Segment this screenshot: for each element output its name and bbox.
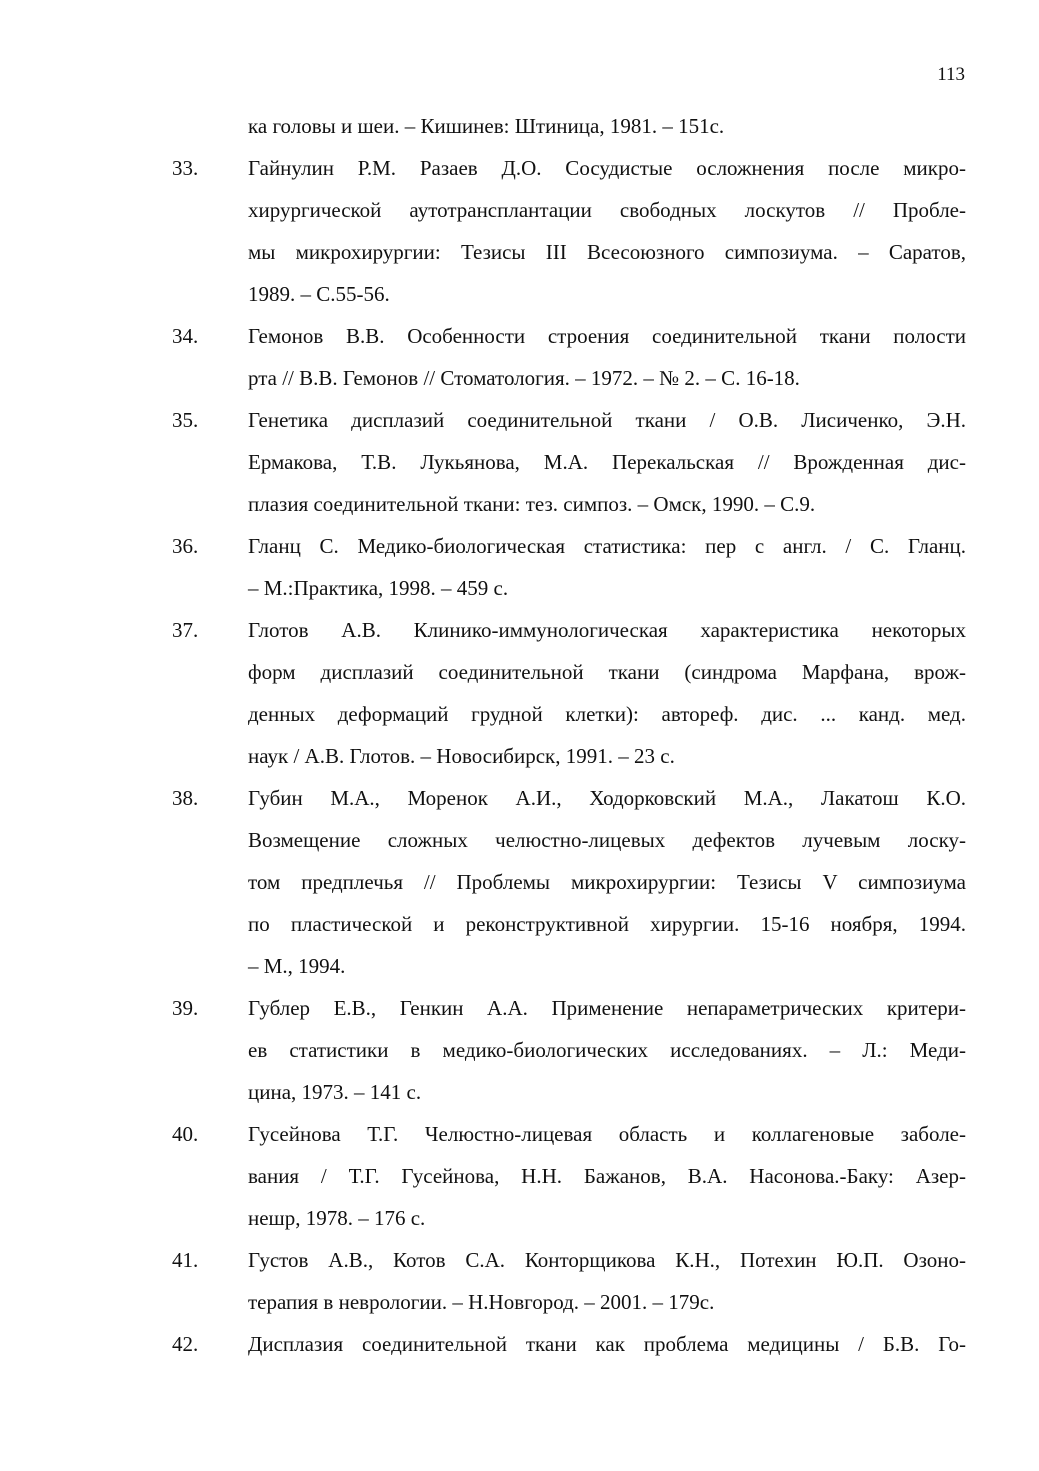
bibliography-entry-continued [172, 105, 966, 147]
page-number: 113 [937, 64, 965, 85]
bibliography-entry-39 [172, 987, 966, 1113]
entry-line: вания / Т.Г. Гусейнова, Н.Н. Бажанов, В.А. Насонова.-Баку: Азер- [248, 1164, 966, 1188]
entry-text [248, 1239, 966, 1323]
entry-line: 1989. – С.55-56. [248, 282, 390, 306]
entry-text [248, 525, 966, 609]
entry-line: Гайнулин Р.М. Разаев Д.О. Сосудистые осложнения после микро- [248, 156, 966, 180]
entry-line: Дисплазия соединительной ткани как проблема медицины / Б.В. Го- [248, 1332, 966, 1356]
bibliography-entry-36 [172, 525, 966, 609]
bibliography-entry-37 [172, 609, 966, 777]
entry-line: том предплечья // Проблемы микрохирургии: Тезисы V симпозиума [248, 870, 966, 894]
entry-line: хирургической аутотрансплантации свободных лоскутов // Пробле- [248, 198, 966, 222]
entry-line: Гусейнова Т.Г. Челюстно-лицевая область и коллагеновые заболе- [248, 1122, 966, 1146]
entry-number: 34. [172, 324, 199, 348]
entry-line: нешр, 1978. – 176 с. [248, 1206, 426, 1230]
entry-number: 33. [172, 156, 199, 180]
entry-number: 41. [172, 1248, 199, 1272]
bibliography-entry-33 [172, 147, 966, 315]
entry-line: Возмещение сложных челюстно-лицевых дефектов лучевым лоску- [248, 828, 966, 852]
entry-line: Гублер Е.В., Генкин А.А. Применение непараметрических критери- [248, 996, 966, 1020]
entry-text [248, 1323, 966, 1365]
entry-text [248, 987, 966, 1113]
bibliography-entry-42 [172, 1323, 966, 1365]
entry-text [248, 399, 966, 525]
entry-line: денных деформаций грудной клетки): автореф. дис. ... канд. мед. [248, 702, 966, 726]
entry-number: 42. [172, 1332, 199, 1356]
entry-text [248, 315, 966, 399]
entry-line: Губин М.А., Моренок А.И., Ходорковский М.А., Лакатош К.О. [248, 786, 966, 810]
entry-text [248, 609, 966, 777]
entry-line: форм дисплазий соединительной ткани (синдрома Марфана, врож- [248, 660, 966, 684]
entry-text [248, 777, 966, 987]
entry-line: ка головы и шеи. – Кишинев: Штиница, 1981. – 151с. [248, 114, 725, 138]
entry-text [248, 147, 966, 315]
entry-line: – М.:Практика, 1998. – 459 с. [248, 576, 509, 600]
bibliography-entry-34 [172, 315, 966, 399]
entry-line: – М., 1994. [248, 954, 346, 978]
entry-number: 37. [172, 618, 199, 642]
entry-line: Ермакова, Т.В. Лукьянова, М.А. Перекальская // Врожденная дис- [248, 450, 966, 474]
entry-line: ев статистики в медико-биологических исследованиях. – Л.: Меди- [248, 1038, 966, 1062]
entry-line: Гемонов В.В. Особенности строения соединительной ткани полости [248, 324, 966, 348]
entry-line: терапия в неврологии. – Н.Новгород. – 2001. – 179с. [248, 1290, 715, 1314]
entry-number: 36. [172, 534, 199, 558]
entry-line: по пластической и реконструктивной хирургии. 15-16 ноября, 1994. [248, 912, 966, 936]
entry-line: наук / А.В. Глотов. – Новосибирск, 1991. – 23 с. [248, 744, 675, 768]
bibliography-entry-38 [172, 777, 966, 987]
entry-line: мы микрохирургии: Тезисы III Всесоюзного симпозиума. – Саратов, [248, 240, 966, 264]
entry-line: Генетика дисплазий соединительной ткани / О.В. Лисиченко, Э.Н. [248, 408, 966, 432]
bibliography-entry-35 [172, 399, 966, 525]
entry-text [248, 105, 966, 147]
bibliography-list [172, 105, 966, 1365]
entry-number: 40. [172, 1122, 199, 1146]
entry-line: Глотов А.В. Клинико-иммунологическая характеристика некоторых [248, 618, 966, 642]
entry-line: цина, 1973. – 141 с. [248, 1080, 422, 1104]
bibliography-entry-40 [172, 1113, 966, 1239]
entry-number: 35. [172, 408, 199, 432]
entry-number: 39. [172, 996, 199, 1020]
entry-line: Гланц С. Медико-биологическая статистика: пер с англ. / С. Гланц. [248, 534, 966, 558]
entry-line: Густов А.В., Котов С.А. Конторщикова К.Н., Потехин Ю.П. Озоно- [248, 1248, 966, 1272]
entry-text [248, 1113, 966, 1239]
entry-line: рта // В.В. Гемонов // Стоматология. – 1972. – № 2. – С. 16-18. [248, 366, 800, 390]
entry-number: 38. [172, 786, 199, 810]
entry-line: плазия соединительной ткани: тез. симпоз. – Омск, 1990. – С.9. [248, 492, 816, 516]
bibliography-entry-41 [172, 1239, 966, 1323]
